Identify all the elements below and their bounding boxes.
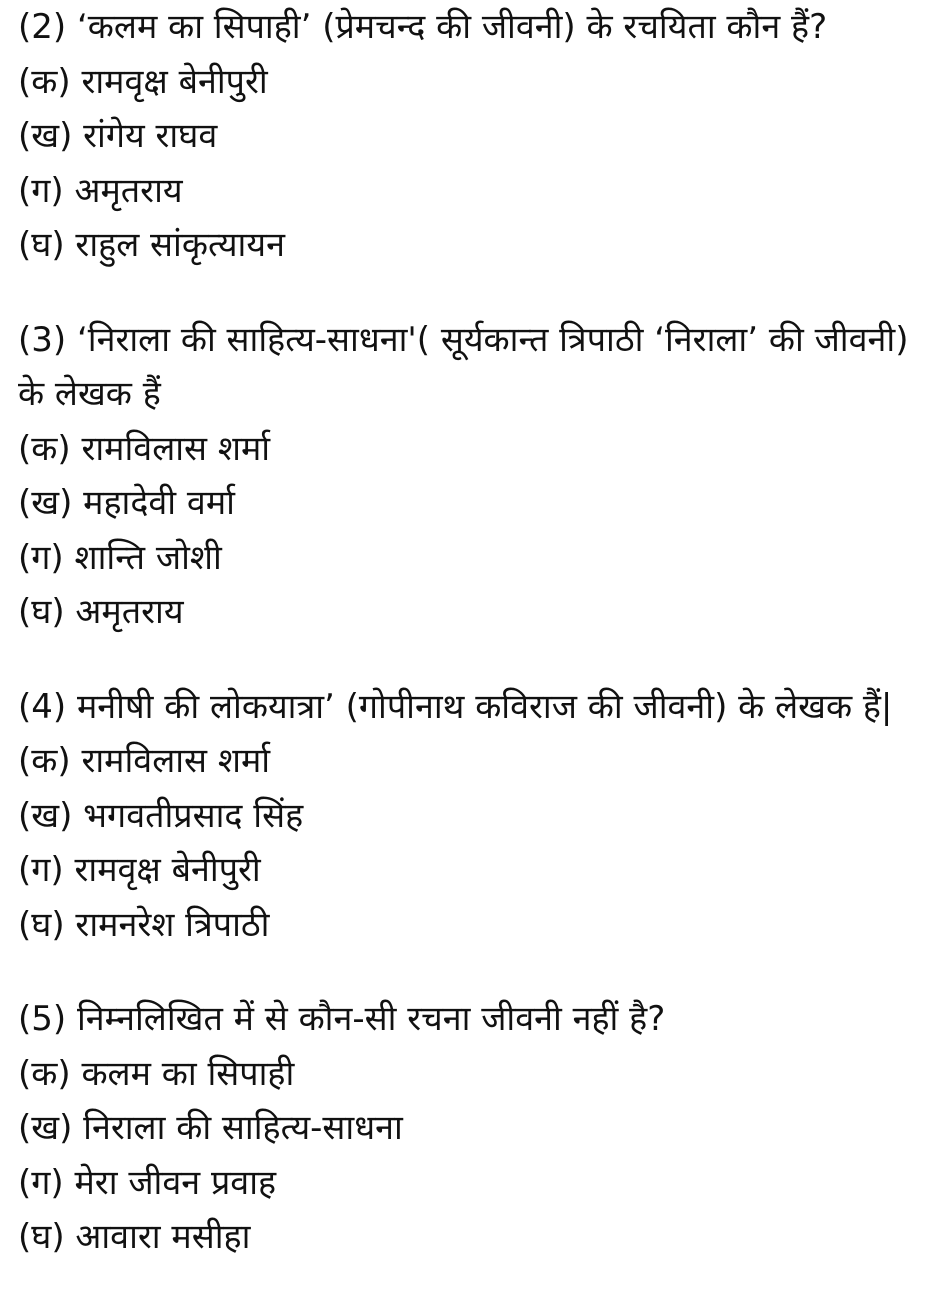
option-ka: (क) रामविलास शर्मा bbox=[18, 741, 271, 781]
option-kha: (ख) रांगेय राघव bbox=[18, 116, 218, 156]
question-spacer bbox=[18, 273, 938, 313]
question-prompt: (4) मनीषी की लोकयात्रा’ (गोपीनाथ कविराज की जीवनी) के लेखक हैं| bbox=[18, 686, 893, 727]
option-gha: (घ) अमृतराय bbox=[18, 592, 184, 632]
option-list bbox=[18, 734, 938, 952]
question-3 bbox=[18, 313, 938, 640]
option-list bbox=[18, 1047, 938, 1265]
question-2 bbox=[18, 0, 938, 273]
option-list bbox=[18, 55, 938, 273]
option-ga: (ग) मेरा जीवन प्रवाह bbox=[18, 1162, 277, 1203]
question-spacer bbox=[18, 640, 938, 680]
question-5 bbox=[18, 992, 938, 1265]
question-prompt: (2) ‘कलम का सिपाही’ (प्रेमचन्द की जीवनी) के रचयिता कौन हैं? bbox=[18, 7, 828, 47]
option-ka: (क) कलम का सिपाही bbox=[18, 1053, 295, 1094]
option-list bbox=[18, 422, 938, 640]
option-ka: (क) रामविलास शर्मा bbox=[18, 428, 271, 469]
question-prompt: (3) ‘निराला की साहित्य-साधना'( सूर्यकान्त त्रिपाठी ‘निराला’ की जीवनी) के लेखक हैं bbox=[18, 319, 909, 414]
option-kha: (ख) भगवतीप्रसाद सिंह bbox=[18, 795, 304, 836]
question-prompt: (5) निम्नलिखित में से कौन-सी रचना जीवनी नहीं है? bbox=[18, 999, 666, 1039]
question-spacer bbox=[18, 952, 938, 992]
question-4 bbox=[18, 680, 938, 953]
quiz-page bbox=[18, 0, 938, 1265]
option-ga: (ग) शान्ति जोशी bbox=[18, 537, 222, 578]
option-kha: (ख) निराला की साहित्य-साधना bbox=[18, 1108, 403, 1148]
option-ga: (ग) अमृतराय bbox=[18, 170, 183, 211]
option-gha: (घ) राहुल सांकृत्यायन bbox=[18, 225, 285, 265]
option-ga: (ग) रामवृक्ष बेनीपुरी bbox=[18, 850, 261, 890]
option-ka: (क) रामवृक्ष बेनीपुरी bbox=[18, 61, 268, 102]
option-gha: (घ) रामनरेश त्रिपाठी bbox=[18, 904, 270, 945]
option-kha: (ख) महादेवी वर्मा bbox=[18, 483, 235, 523]
option-gha: (घ) आवारा मसीहा bbox=[18, 1217, 251, 1257]
